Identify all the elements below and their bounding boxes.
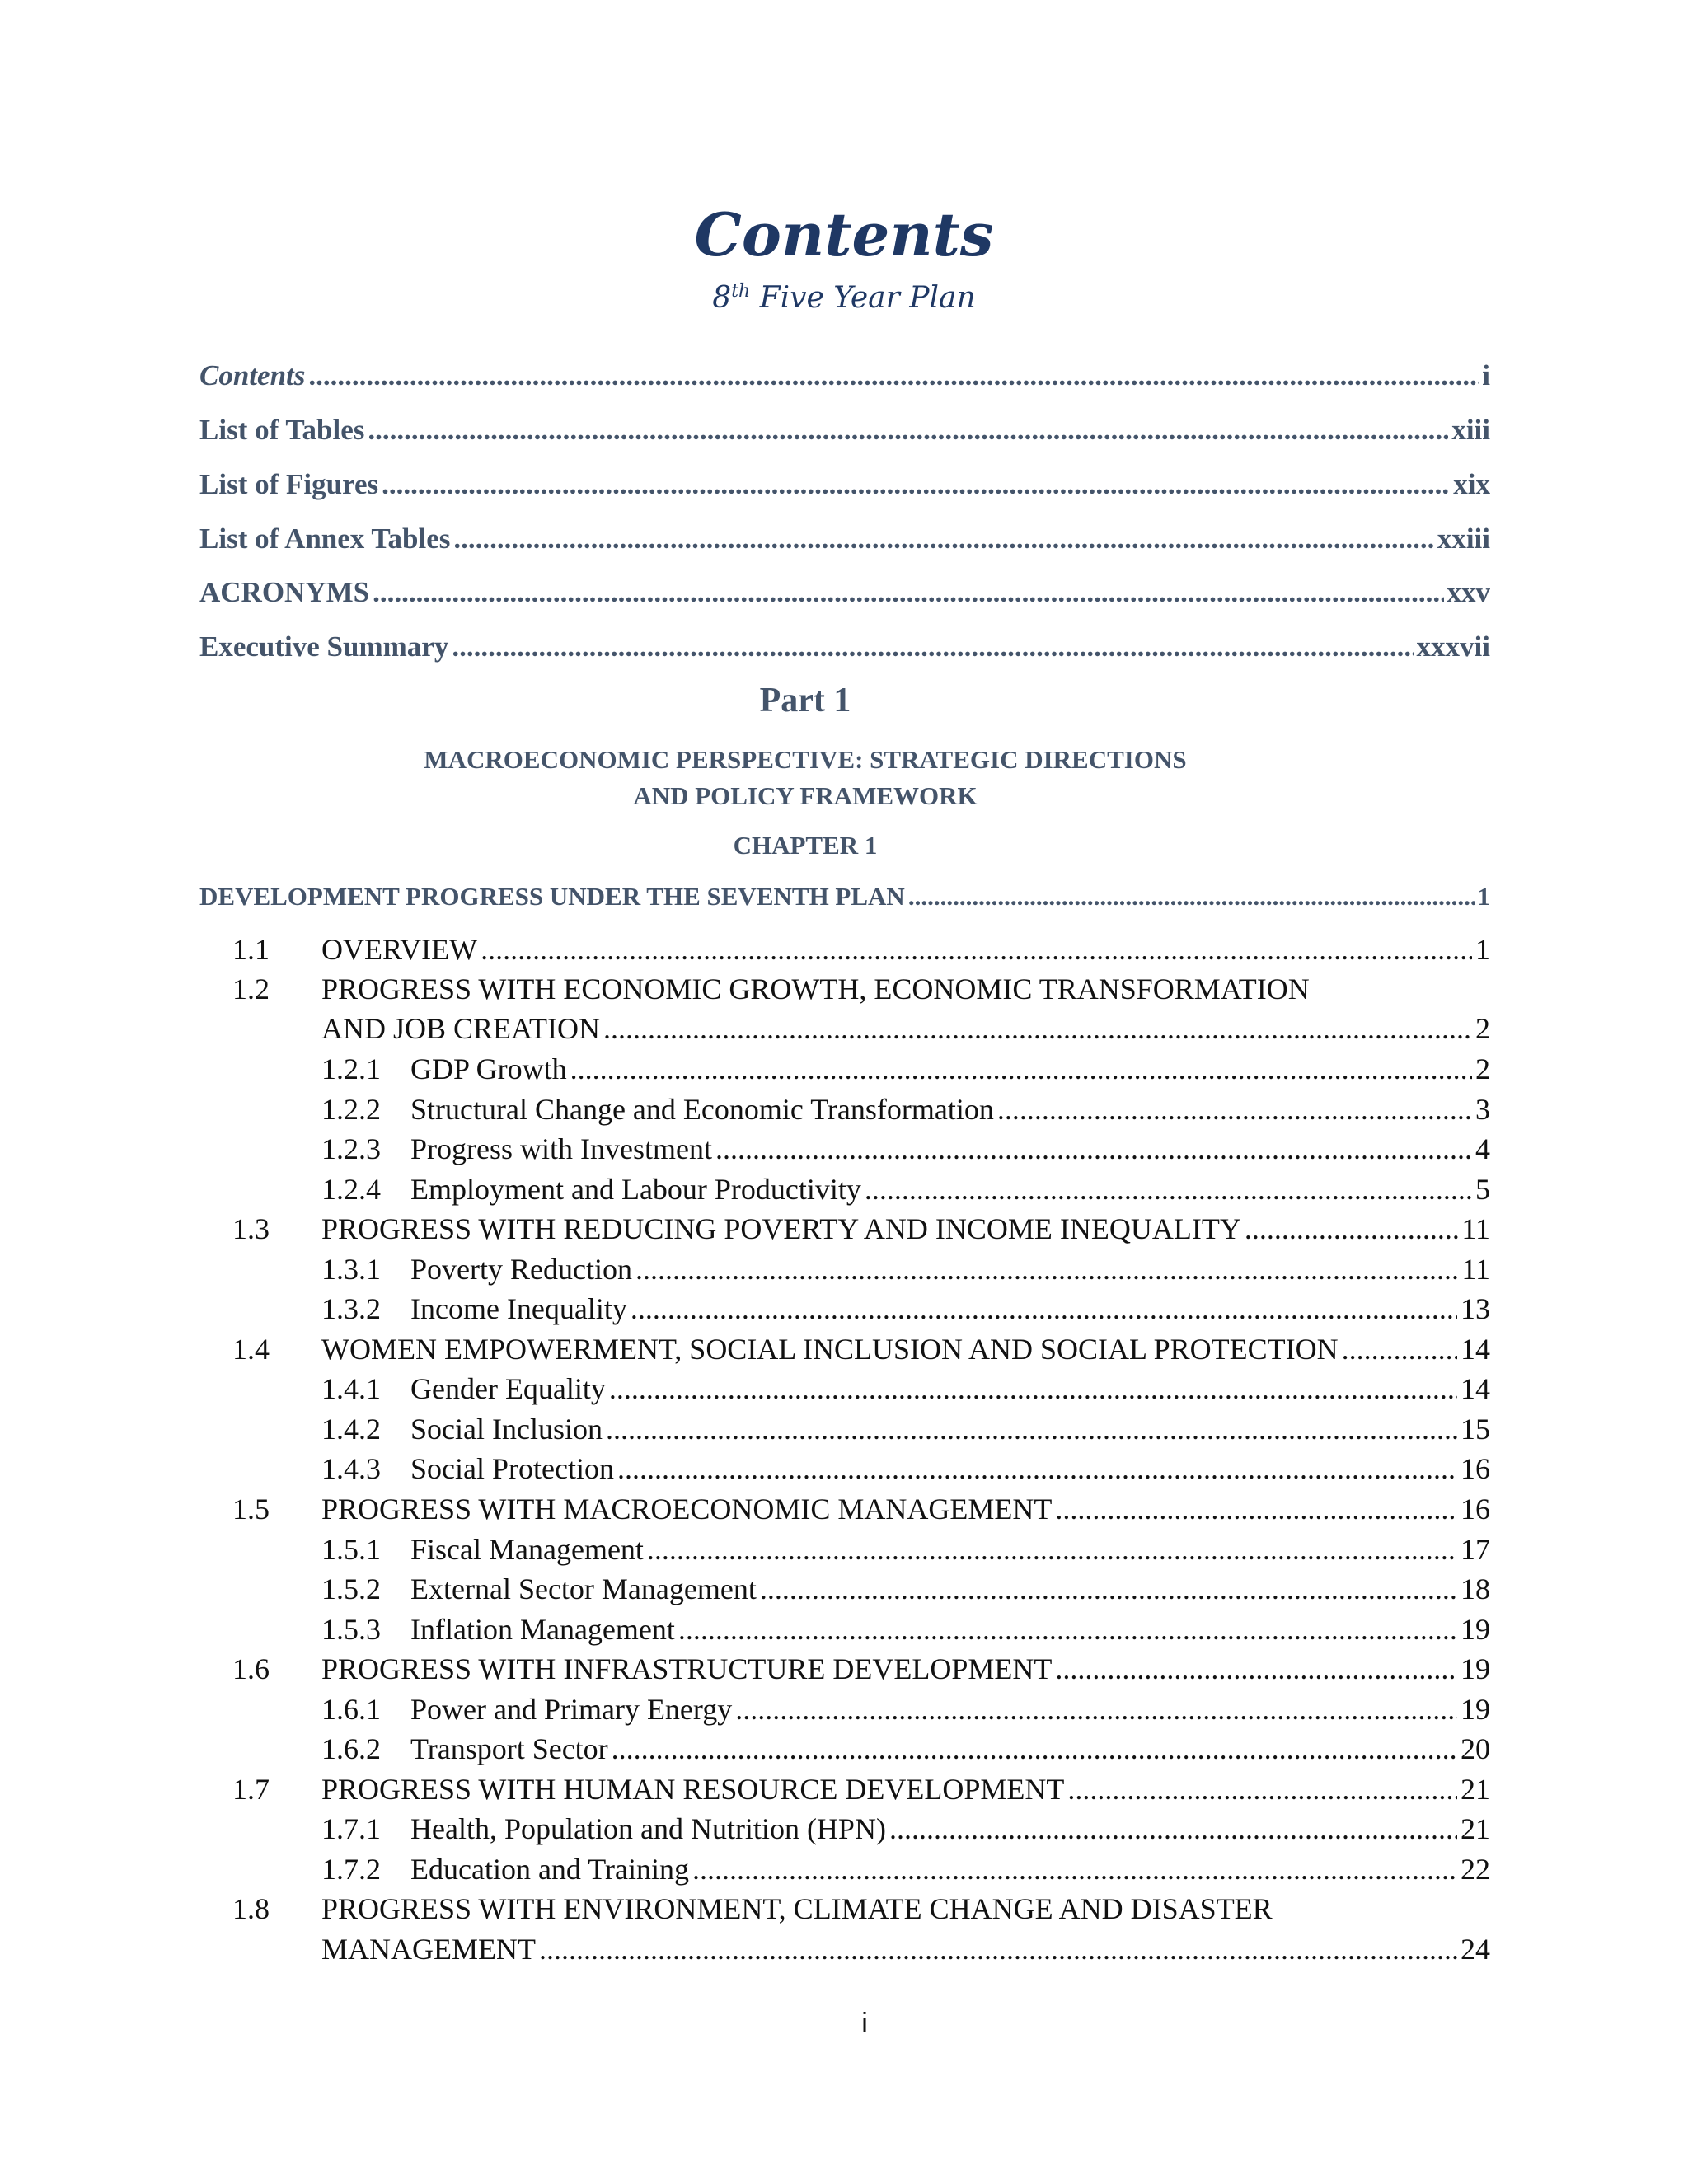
toc-row-1-5-3[interactable]	[410, 1610, 1490, 1649]
toc-label: External Sector Management	[410, 1572, 757, 1605]
toc-row-1-2-1[interactable]	[410, 1049, 1490, 1089]
toc-label: DEVELOPMENT PROGRESS UNDER THE SEVENTH PLAN	[199, 882, 905, 911]
toc-label: GDP Growth	[410, 1052, 567, 1085]
toc-page: 1	[1475, 933, 1490, 966]
toc-row-1-7[interactable]	[321, 1769, 1490, 1809]
toc-page: xix	[1453, 468, 1490, 500]
toc-label: List of Annex Tables	[199, 523, 451, 555]
subsection-number: 1.5.2	[321, 1572, 381, 1605]
section-number: 1.6	[232, 1652, 270, 1685]
toc-label: Poverty Reduction	[410, 1253, 632, 1286]
toc-label: Income Inequality	[410, 1292, 627, 1325]
leader-dots	[603, 1009, 1472, 1048]
toc-row-1-5-1[interactable]	[410, 1530, 1490, 1569]
subtitle-number: 8	[712, 281, 732, 315]
page-number: i	[861, 2008, 868, 2039]
toc-label: Contents	[199, 359, 306, 391]
toc-label: PROGRESS WITH INFRASTRUCTURE DEVELOPMENT	[321, 1652, 1053, 1685]
leader-dots	[635, 1249, 1458, 1289]
toc-page: 11	[1461, 1212, 1490, 1245]
toc-label: Social Inclusion	[410, 1413, 603, 1446]
toc-page: 16	[1461, 1452, 1490, 1485]
toc-page: 2	[1475, 1052, 1490, 1085]
toc-row-1-6-2[interactable]	[410, 1729, 1490, 1769]
toc-label: PROGRESS WITH REDUCING POVERTY AND INCOME INEQUALITY	[321, 1212, 1241, 1245]
toc-page: 1	[1477, 882, 1490, 911]
toc-label: List of Tables	[199, 414, 365, 446]
toc-label: PROGRESS WITH MACROECONOMIC MANAGEMENT	[321, 1493, 1053, 1526]
page-title: Contents	[694, 199, 994, 269]
toc-page: 5	[1475, 1173, 1490, 1206]
toc-label-line-1[interactable]: PROGRESS WITH ECONOMIC GROWTH, ECONOMIC TRANSFORMATION	[321, 972, 1310, 1005]
toc-row-1-8[interactable]	[321, 1929, 1490, 1969]
toc-label: MANAGEMENT	[321, 1933, 536, 1966]
leader-dots	[678, 1610, 1457, 1649]
chapter-contents	[199, 0, 1490, 1978]
toc-label: Progress with Investment	[410, 1132, 712, 1165]
toc-row-1-3-1[interactable]	[410, 1249, 1490, 1289]
toc-label: Education and Training	[410, 1853, 689, 1886]
toc-label: Gender Equality	[410, 1372, 606, 1405]
toc-row-1-2[interactable]	[321, 1009, 1490, 1048]
toc-page: 19	[1461, 1652, 1490, 1685]
toc-row-1-3[interactable]	[321, 1209, 1490, 1249]
part-title: Part 1	[759, 682, 851, 719]
subsection-number: 1.2.2	[321, 1093, 381, 1126]
subsection-number: 1.4.1	[321, 1372, 381, 1405]
toc-label: AND JOB CREATION	[321, 1012, 601, 1045]
leader-dots	[539, 1929, 1457, 1969]
toc-row-1-4[interactable]	[321, 1329, 1490, 1369]
toc-page: xxxvii	[1416, 630, 1490, 663]
leader-dots	[631, 1289, 1457, 1329]
toc-label: ACRONYMS	[199, 576, 370, 608]
part-subtitle-line-1: MACROECONOMIC PERSPECTIVE: STRATEGIC DIRECTIONS	[424, 745, 1187, 774]
section-number: 1.5	[232, 1493, 270, 1526]
toc-label: Fiscal Management	[410, 1533, 644, 1566]
subsection-number: 1.3.2	[321, 1292, 381, 1325]
toc-page: 21	[1461, 1773, 1490, 1806]
leader-dots	[612, 1729, 1457, 1769]
subsection-number: 1.7.1	[321, 1812, 381, 1845]
section-number: 1.2	[232, 972, 270, 1005]
leader-dots	[1055, 1489, 1457, 1529]
leader-dots	[1245, 1209, 1459, 1249]
toc-page: 18	[1461, 1572, 1490, 1605]
subsection-number: 1.7.2	[321, 1853, 381, 1886]
toc-page: 19	[1461, 1613, 1490, 1646]
toc-page: i	[1482, 359, 1490, 391]
subsection-number: 1.6.1	[321, 1693, 381, 1726]
toc-page: 14	[1461, 1372, 1490, 1405]
toc-row-1-1[interactable]	[321, 930, 1490, 969]
subsection-number: 1.2.1	[321, 1052, 381, 1085]
subsection-number: 1.5.1	[321, 1533, 381, 1566]
toc-page: 13	[1461, 1292, 1490, 1325]
section-number: 1.1	[232, 933, 270, 966]
leader-dots	[1067, 1769, 1457, 1809]
toc-page: 24	[1461, 1933, 1490, 1966]
subtitle-superscript: th	[731, 281, 751, 302]
toc-row-1-2-3[interactable]	[410, 1129, 1490, 1169]
toc-page: xxv	[1447, 576, 1490, 608]
subsection-number: 1.4.2	[321, 1413, 381, 1446]
leader-dots	[692, 1849, 1457, 1889]
subsection-number: 1.2.3	[321, 1132, 381, 1165]
toc-page: 19	[1461, 1693, 1490, 1726]
leader-dots	[865, 1169, 1472, 1209]
leader-dots	[908, 880, 1475, 913]
toc-row-1-3-2[interactable]	[410, 1289, 1490, 1329]
toc-row-1-5[interactable]	[321, 1489, 1490, 1529]
leader-dots	[609, 1369, 1457, 1408]
toc-label: Power and Primary Energy	[410, 1693, 733, 1726]
section-number: 1.8	[232, 1892, 270, 1925]
leader-dots	[481, 930, 1472, 969]
toc-page: xiii	[1451, 414, 1490, 446]
subsection-number: 1.6.2	[321, 1732, 381, 1765]
subsection-number: 1.5.3	[321, 1613, 381, 1646]
toc-label: WOMEN EMPOWERMENT, SOCIAL INCLUSION AND SOCIAL PROTECTION	[321, 1333, 1339, 1366]
toc-page: 2	[1475, 1012, 1490, 1045]
toc-row-1-4-1[interactable]	[410, 1369, 1490, 1408]
leader-dots	[606, 1409, 1457, 1449]
toc-label: Transport Sector	[410, 1732, 608, 1765]
toc-page: 17	[1461, 1533, 1490, 1566]
toc-row-1-2-4[interactable]	[410, 1169, 1490, 1209]
toc-label: Health, Population and Nutrition (HPN)	[410, 1812, 886, 1845]
section-number: 1.3	[232, 1212, 270, 1245]
toc-label: Executive Summary	[199, 630, 449, 663]
toc-page: 4	[1475, 1132, 1490, 1165]
toc-page: 15	[1461, 1413, 1490, 1446]
toc-row-1-2-2[interactable]	[410, 1090, 1490, 1129]
toc-row-1-7-2[interactable]	[410, 1849, 1490, 1889]
toc-label: Social Protection	[410, 1452, 614, 1485]
leader-dots	[1055, 1649, 1457, 1689]
toc-page: 16	[1461, 1493, 1490, 1526]
toc-page: 14	[1461, 1333, 1490, 1366]
toc-label: List of Figures	[199, 468, 379, 500]
toc-row-1-5-2[interactable]	[410, 1569, 1490, 1609]
toc-label: Employment and Labour Productivity	[410, 1173, 861, 1206]
toc-page: 3	[1475, 1093, 1490, 1126]
toc-row-1-6-1[interactable]	[410, 1690, 1490, 1729]
toc-page: xxiii	[1437, 523, 1490, 555]
toc-row-1-4-2[interactable]	[410, 1409, 1490, 1449]
leader-dots	[760, 1569, 1457, 1609]
leader-dots	[647, 1530, 1457, 1569]
subtitle-text: Five Year Plan	[750, 281, 976, 315]
toc-row-1-4-3[interactable]	[410, 1449, 1490, 1488]
leader-dots	[570, 1049, 1472, 1089]
toc-row-1-7-1[interactable]	[410, 1809, 1490, 1849]
toc-label: Structural Change and Economic Transformation	[410, 1093, 994, 1126]
toc-label: OVERVIEW	[321, 933, 478, 966]
part-subtitle-line-2: AND POLICY FRAMEWORK	[633, 781, 978, 810]
subsection-number: 1.4.3	[321, 1452, 381, 1485]
subsection-number: 1.2.4	[321, 1173, 381, 1206]
leader-dots	[735, 1690, 1457, 1729]
toc-label: PROGRESS WITH HUMAN RESOURCE DEVELOPMENT	[321, 1773, 1065, 1806]
subsection-number: 1.3.1	[321, 1253, 381, 1286]
leader-dots	[715, 1129, 1472, 1169]
leader-dots	[617, 1449, 1457, 1488]
leader-dots	[889, 1809, 1457, 1849]
toc-row-chapter-1[interactable]	[199, 880, 1490, 913]
chapter-heading: CHAPTER 1	[733, 831, 878, 860]
section-number: 1.7	[232, 1773, 270, 1806]
toc-page: 22	[1461, 1853, 1490, 1886]
leader-dots	[997, 1090, 1472, 1129]
toc-row-1-6[interactable]	[321, 1649, 1490, 1689]
toc-label-line-1[interactable]: PROGRESS WITH ENVIRONMENT, CLIMATE CHANGE AND DISASTER	[321, 1892, 1273, 1925]
section-number: 1.4	[232, 1333, 270, 1366]
leader-dots	[1342, 1329, 1457, 1369]
toc-page: 20	[1461, 1732, 1490, 1765]
toc-label: Inflation Management	[410, 1613, 675, 1646]
toc-page: 11	[1461, 1253, 1490, 1286]
toc-page: 21	[1461, 1812, 1490, 1845]
